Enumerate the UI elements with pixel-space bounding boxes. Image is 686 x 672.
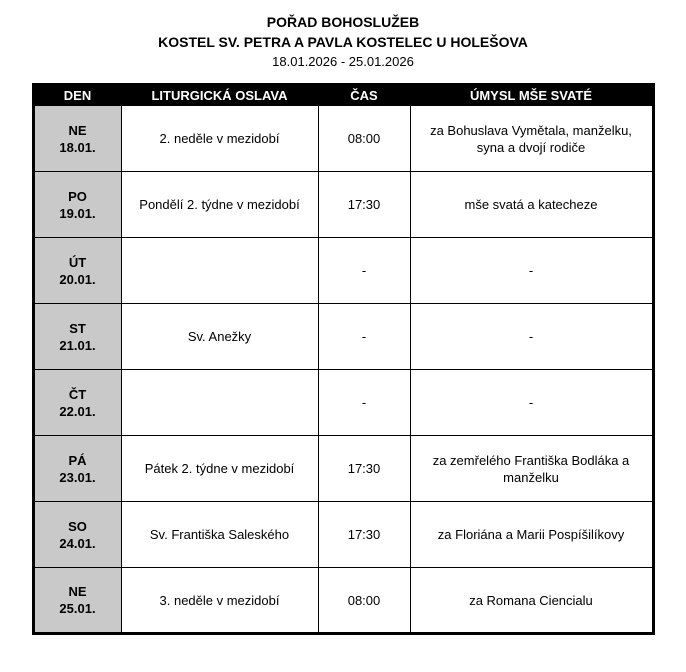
table-row [33, 304, 653, 370]
celebration-cell: Sv. Anežky [121, 304, 318, 370]
day-cell [33, 436, 121, 502]
day-cell [33, 106, 121, 172]
table-row [33, 502, 653, 568]
day-abbrev: NE [68, 122, 87, 138]
day-abbrev: SO [68, 518, 87, 534]
page-subtitle: KOSTEL SV. PETRA A PAVLA KOSTELEC U HOLEŠOVA [158, 34, 528, 50]
day-date: 24.01. [59, 535, 96, 551]
day-cell [33, 238, 121, 304]
page-title: POŘAD BOHOSLUŽEB [266, 14, 420, 30]
celebration-cell [121, 370, 318, 436]
column-header-den: DEN [33, 85, 121, 106]
day-date: 19.01. [59, 205, 96, 221]
time-cell: 08:00 [318, 106, 410, 172]
day-cell [33, 304, 121, 370]
day-cell [33, 502, 121, 568]
celebration-cell: 3. neděle v mezidobí [121, 568, 318, 634]
intention-cell: mše svatá a katecheze [410, 172, 653, 238]
celebration-cell: Sv. Františka Saleského [121, 502, 318, 568]
time-cell: 17:30 [318, 172, 410, 238]
day-date: 25.01. [59, 601, 96, 616]
intention-cell: - [410, 370, 653, 436]
column-header-liturgicka-oslava: LITURGICKÁ OSLAVA [121, 85, 318, 106]
table-header-row [33, 85, 653, 106]
day-cell [33, 172, 121, 238]
celebration-cell [121, 238, 318, 304]
column-header-cas: ČAS [318, 85, 410, 106]
intention-cell: za Romana Ciencialu [410, 568, 653, 634]
day-abbrev: ČT [68, 386, 87, 402]
day-cell [33, 568, 121, 634]
time-cell: 17:30 [318, 502, 410, 568]
day-abbrev: NE [68, 584, 87, 599]
day-abbrev: ÚT [68, 254, 87, 270]
day-abbrev: ST [69, 320, 86, 336]
day-abbrev: PÁ [68, 452, 87, 468]
table-row [33, 106, 653, 172]
table-row [33, 238, 653, 304]
table-row [33, 172, 653, 238]
intention-cell: za Floriána a Marii Pospíšilíkovy [410, 502, 653, 568]
day-date: 22.01. [59, 403, 96, 419]
day-date: 23.01. [59, 469, 96, 485]
celebration-cell: 2. neděle v mezidobí [121, 106, 318, 172]
day-cell [33, 370, 121, 436]
celebration-cell: Pátek 2. týdne v mezidobí [121, 436, 318, 502]
table-row [33, 436, 653, 502]
celebration-cell: Pondělí 2. týdne v mezidobí [121, 172, 318, 238]
schedule-table [32, 83, 655, 635]
day-abbrev: PO [68, 188, 87, 204]
time-cell: - [318, 304, 410, 370]
table-row [33, 568, 653, 634]
time-cell: 17:30 [318, 436, 410, 502]
day-date: 18.01. [59, 139, 96, 155]
document-header [0, 0, 686, 72]
day-date: 20.01. [59, 271, 96, 287]
time-cell: - [318, 370, 410, 436]
intention-cell: - [410, 238, 653, 304]
day-date: 21.01. [59, 337, 96, 353]
table-row [33, 370, 653, 436]
date-range: 18.01.2026 - 25.01.2026 [272, 54, 414, 69]
intention-cell: za zemřelého Františka Bodláka a manželku [410, 436, 653, 502]
time-cell: 08:00 [318, 568, 410, 634]
column-header-umysl: ÚMYSL MŠE SVATÉ [410, 85, 653, 106]
intention-cell: za Bohuslava Vymětala, manželku, syna a dvojí rodiče [410, 106, 653, 172]
intention-cell: - [410, 304, 653, 370]
time-cell: - [318, 238, 410, 304]
